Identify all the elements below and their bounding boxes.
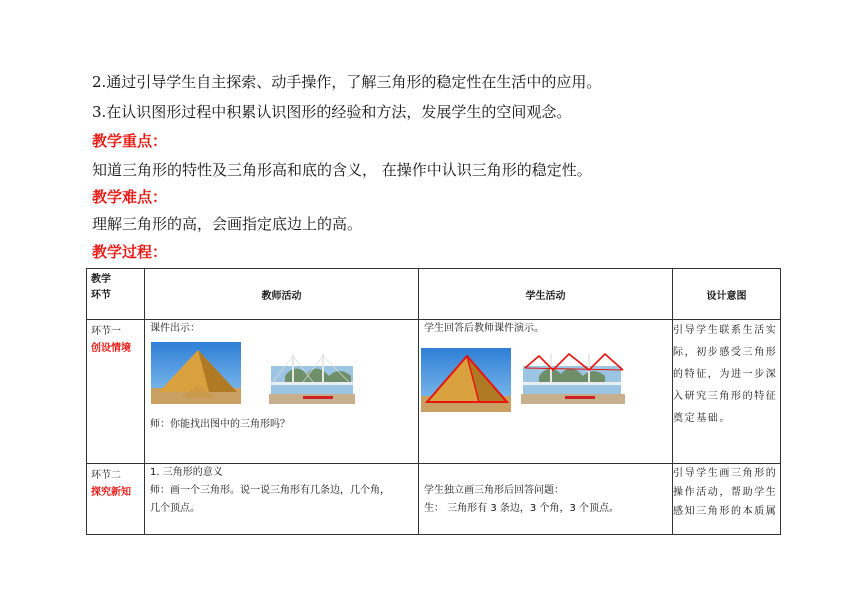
lesson-plan-table <box>86 268 781 535</box>
difficulty-text: 理解三角形的高，会画指定底边上的高。 <box>92 215 363 233</box>
key-point-text: 知道三角形的特性及三角形高和底的含义， 在操作中认识三角形的稳定性。 <box>92 161 592 179</box>
header-intent: 设计意图 <box>673 269 781 320</box>
bridge-triangle-image <box>519 348 627 404</box>
table-row <box>87 464 781 535</box>
goal-2: 2.通过引导学生自主探索、动手操作，了解三角形的稳定性在生活中的应用。 <box>92 73 602 91</box>
teacher-activity-cell <box>145 464 419 535</box>
intent-cell: 引导学生画三角形的操作活动，帮助学生感知三角形的本质属 <box>673 464 781 535</box>
header-stage-line2: 环节 <box>91 290 111 301</box>
header-teacher: 教师活动 <box>145 269 419 320</box>
table-row <box>87 320 781 464</box>
difficulty-heading: 教学难点： <box>92 188 168 206</box>
stage-label: 环节一 <box>91 326 121 337</box>
stage-cell <box>87 320 145 464</box>
teacher-activity-cell <box>145 320 419 464</box>
stage-label: 环节二 <box>91 470 121 481</box>
stage-sub-label: 探究新知 <box>91 487 131 498</box>
teacher-line: 课件出示： <box>150 323 200 334</box>
process-heading: 教学过程： <box>92 243 168 261</box>
header-student: 学生活动 <box>419 269 673 320</box>
teacher-question: 师：你能找出图中的三角形吗？ <box>150 419 290 430</box>
student-line: 学生回答后教师课件演示。 <box>424 323 544 334</box>
table-header-row <box>87 269 781 320</box>
key-point-heading: 教学重点： <box>92 132 168 150</box>
student-line <box>419 464 672 482</box>
teacher-line: 几个顶点。 <box>150 503 200 514</box>
student-activity-cell <box>419 320 673 464</box>
header-stage <box>87 269 145 320</box>
intent-cell: 引导学生联系生活实际，初步感受三角形的特征，为进一步深入研究三角形的特征奠定基础。 <box>673 320 781 464</box>
goal-3: 3.在认识图形过程中积累认识图形的经验和方法，发展学生的空间观念。 <box>92 103 572 121</box>
header-stage-line1: 教学 <box>91 274 111 285</box>
student-activity-cell <box>419 464 673 535</box>
stage-sub-label: 创设情境 <box>91 343 131 354</box>
student-line: 学生独立画三角形后回答问题： <box>424 485 564 496</box>
teacher-line: 师：画一个三角形。说一说三角形有几条边，几个角， <box>150 485 390 496</box>
pyramid-image <box>151 342 241 404</box>
student-line: 生： 三角形有 3 条边，3 个角，3 个顶点。 <box>424 503 619 514</box>
pyramid-triangle-image <box>421 348 511 412</box>
stage-cell <box>87 464 145 535</box>
bridge-image <box>263 348 357 404</box>
teacher-line: 1. 三角形的意义 <box>150 467 223 478</box>
